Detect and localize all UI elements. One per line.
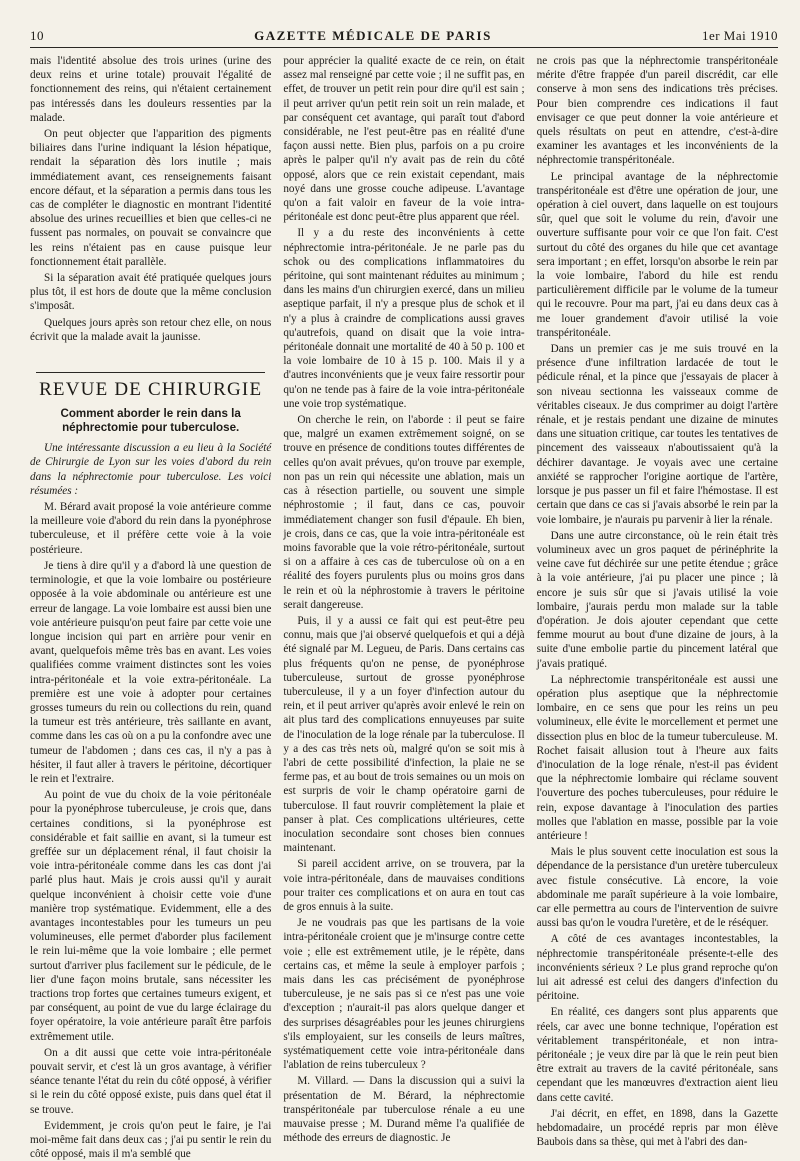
paragraph: Mais le plus souvent cette inoculation est sous la dépendance de la persistance d'un uretère tuberculeux avec fistule consécutive. Là encore, la voie abdominale me paraît supérieure à la voie lombaire, car elle permettra au cours de l'intervention de suivre aussi bas qu'on le voudra l'uretère, et de le réséquer. — [536, 846, 778, 930]
paragraph: Evidemment, je crois qu'on peut le faire, je l'ai moi-même fait dans deux cas ; j'ai pu sentir le rein du côté opposé, mais il m'a semblé que — [30, 1119, 272, 1161]
article-lead: Une intéressante discussion a eu lieu à la Société de Chirurgie de Lyon sur les voies d'abord du rein dans la néphrectomie pour tuberculose. Les voici résumées : — [30, 442, 272, 497]
paragraph: La néphrectomie transpéritonéale est aussi une opération plus aseptique que la néphrectomie lombaire, en ce sens que pour les reins un peu volumineux, elle évite le morcellement et permet une dissection plus en bloc de la tumeur tuberculeuse. M. Rochet faisait allusion tout à l'heure aux faits d'inoculation de la loge rénale, n'est-il pas évident que la néphrectomie lombaire qui réclame souvent l'ouverture des poches tuberculeuses, pour réduire le rein, expose davantage à l'inoculation des parties molles que l'ablation en masse, possible par la voie antérieure ! — [536, 673, 778, 842]
section-title: REVUE DE CHIRURGIE — [39, 379, 263, 401]
paragraph: J'ai décrit, en effet, en 1898, dans la Gazette hebdomadaire, un procédé repris par mon élève Baubois dans sa thèse, qui met à l'abri des dan- — [536, 1107, 778, 1149]
paragraph: Si la séparation avait été pratiquée quelques jours plus tôt, il est hors de doute que la même conclusion s'imposât. — [30, 272, 272, 313]
paragraph: En réalité, ces dangers sont plus apparents que réels, car avec une bonne technique, l'opération est véritablement transpéritonéale, et non intra-péritonéale ; je veux dire par là que le rein peut bien être extrait au travers de la cavité péritonéale, sans cependant que les manœuvres d'extraction aient lieu dans cette cavité. — [536, 1006, 778, 1104]
issue-date: 1er Mai 1910 — [701, 28, 778, 43]
paragraph: M. Villard. — Dans la discussion qui a suivi la présentation de M. Bérard, la néphrectomie transpéritonéale par tuberculose rénale a eu une mauvaise presse ; M. Durand même l'a qualifiée de méthode des erreurs de diagnostic. Je — [283, 1075, 525, 1145]
paragraph: M. Bérard avait proposé la voie antérieure comme la meilleure voie d'abord du rein dans la pyonéphrose tuberculeuse, et il préfère cette voie à la voie postérieure. — [30, 501, 272, 556]
paragraph: Au point de vue du choix de la voie péritonéale pour la pyonéphrose tuberculeuse, je crois que, dans certaines conditions, si la pyonéphrose est considérable et fait saillie en avant, si la tumeur est greffée sur un déplacement rénal, il faut choisir la voie intra-péritonéale comme dans les cas dont j'ai parlé plus haut. Mais je crois aussi qu'il y aurait quelque inconvénient à choisir cette voie d'une manière trop systématique. Evidemment, elle a des avantages incontestables pour les tumeurs un peu volumineuses, elle permet d'aborder plus facilement le rein lui-même que la voie lombaire ; elle permet surtout d'arriver plus facilement sur le pédicule, de le lier d'une façon moins brutale, sans nécessiter les tractions trop fortes que certaines tumeurs exigent, et par conséquent, au point de vue du large éclairage du foyer opératoire, la voie antérieure paraît être parfois extrêmement utile. — [30, 789, 272, 1043]
paragraph: On cherche le rein, on l'aborde : il peut se faire que, malgré un examen extrêmement soigné, on se trouve en présence de conditions toutes différentes de celles qu'on avait prévues, qu'on trouve par exemple, non pas un rein qui nécessite une ablation, mais un cas à résection partielle, ou souvent une simple néphrostomie ; il faut, dans ce cas, pouvoir immédiatement changer son fusil d'épaule. Eh bien, je crois, dans ce cas, que la voie intra-péritonéale est moins favorable que la voie rétro-péritonéale, surtout si on a affaire à ces cas de tuberculose où on a en réalité des foyers purulents plus ou moins gros dans le rein et où la néphrostomie à travers le péritoine serait dangereuse. — [283, 414, 525, 611]
paragraph: Je ne voudrais pas que les partisans de la voie intra-péritonéale croient que je m'insurge contre cette voie ; elle est extrêmement utile, je le répète, dans certains cas, et même la seule à employer parfois ; mais dans les cas précisément de pyonéphrose tuberculeuse, je ne sais pas si ce n'est pas une voie d'exception ; n'aurait-il pas alors quelque danger et des surprises désagréables pour les jeunes chirurgiens s'ils employaient, sur les conseils de leurs maîtres, systématiquement cette voie intra-péritonéale dans l'ablation de reins tuberculeux ? — [283, 917, 525, 1072]
section-divider — [36, 372, 265, 373]
paragraph: Je tiens à dire qu'il y a d'abord là une question de terminologie, et que la voie lombaire ou postérieure opposée à la voie abdominale ou antérieure est une erreur de langage. La voie lombaire est aussi bien une voie antérieure puisqu'on peut faire par cette voie une longue incision qui part en arrière pour venir en avant, quelquefois même très bas en avant. Les voies qualifiées comme vraiment distinctes sont les voies intra-péritonéale et la voie extra-péritonéale. La première est une voie à adopter pour certaines grosses tumeurs du rein ou collections du rein, quand la tumeur est très antérieure, très saillante en avant, comme dans les cas où on a pu la confondre avec une tumeur de l'abdomen ; dans ces cas, il n'y a pas à hésiter, il faut aller à travers le péritoine, décortiquer le rein et l'extraire. — [30, 559, 272, 785]
article-title: Comment aborder le rein dans la néphrectomie pour tuberculose. — [60, 407, 241, 435]
paragraph: Si pareil accident arrive, on se trouvera, par la voie intra-péritonéale, dans de mauvaises conditions pour traiter ces complications et on aura en tout cas de gros ennuis à la suite. — [283, 858, 525, 913]
paragraph: On peut objecter que l'apparition des pigments biliaires dans l'urine indiquant la lésion hépatique, rendait la séparation dès lors inutile ; mais immédiatement avant, ces renseignements faisant encore défaut, et la séparation a permis dans tous les cas de compléter le diagnostic en montrant l'identité absolue des urines recueillies et bien que celles-ci ne fussent pas normales, on pouvait se convaincre que les reins n'étaient pas en cause puisque leur fonctionnement était parallèle. — [30, 128, 272, 268]
paragraph: Dans une autre circonstance, où le rein était très volumineux avec un gros paquet de périnéphrite la veine cave fut déchirée sur une petite étendue ; grâce à la voie antérieure, j'ai pu placer une pince ; là encore je suis sûr que si j'avais utilisé la voie lombaire, j'aurais perdu mon malade sur la table d'opération. Je dois ajouter cependant que cette femme mourut au bout d'une dizaine de jours, à la suite d'une embolie partie du pincement latéral que j'avais pratiqué. — [536, 529, 778, 670]
paragraph: Dans un premier cas je me suis trouvé en la présence d'une infiltration lardacée de tout le pédicule rénal, et la pince que j'essayais de placer à son niveau sectionna les vaisseaux comme de véritables ciseaux. Je dus comprimer au doigt l'artère rénale, et je restais pendant une dizaine de minutes dans une situation critique, car toutes les tentatives de pincement des vaisseaux n'aboutissaient qu'à la déchirer davantage. Je voyais avec une certaine anxiété se rapprocher l'origine aortique de l'artère, lorsque je pus passer un fil et faire l'hémostase. Il est certain que dans ce cas si j'avais absorbé le rein par la voie lombaire, je n'aurais pu parvenir à lier la rénale. — [536, 343, 778, 526]
paragraph: Puis, il y a aussi ce fait qui est peut-être peu connu, mais que j'ai observé quelquefois et qui a déjà été signalé par M. Legueu, de Paris. Dans certains cas plus fréquents qu'on ne pense, de pyonéphrose tuberculeuse, surtout de grosse pyonéphrose tuberculeuse, il y a un foyer d'infection autour du rein, et il peut arriver qu'après avoir enlevé le rein on ait plus tard des complications ennuyeuses par suite de l'inoculation de la loge rénale par la tuberculose. Il y a des cas très nets où, malgré qu'on se soit mis à l'abri de cette possibilité d'infection, la plaie ne se ferme pas, et au bout de trois semaines ou un mois on est surpris de voir le champ opératoire garni de tuberculose. Il faut rouvrir complètement la plaie et panser à plat. Ces complications ultérieures, cette inoculation secondaire sont choses bien connues maintenant. — [283, 614, 525, 855]
text-columns — [30, 54, 778, 1161]
page-header — [30, 28, 778, 48]
paragraph: Quelques jours après son retour chez elle, on nous écrivit que la malade avait la jaunisse. — [30, 316, 272, 343]
paragraph: ne crois pas que la néphrectomie transpéritonéale mérite d'être frappée d'un pareil discrédit, car elle conserve à mon sens des indications très précises. Pour bien comprendre ces indications il faut envisager ce que peut donner la voie antérieure et quels résultats on peut en attendre, c'est-à-dire examiner les avantages et les inconvénients de la néphrectomie transpéritonéale. — [536, 55, 778, 167]
column-3 — [536, 54, 778, 1149]
paragraph: On a dit aussi que cette voie intra-péritonéale pouvait servir, et c'est là un gros avantage, à vérifier séance tenante l'état du rein du côté opposé, à vérifier si le rein du côté opposé existe, puis dans quel état il se trouve. — [30, 1046, 272, 1116]
paragraph: Il y a du reste des inconvénients à cette néphrectomie intra-péritonéale. Je ne parle pas du schok ou des complications inflammatoires du péritoine, qui sont maintenant réduites au minimum ; dans les mains d'un chirurgien exercé, dans un milieu aseptique parfait, il n'y a presque plus de schok et il n'y a plus à craindre de complications aussi graves qu'autrefois, quand on disait que la voie intra-péritonéale donnait une mortalité de 40 à 50 p. 100 et la voie lombaire de 10 à 15 p. 100. Mais il y a d'autres inconvénients que je veux faire ressortir pour qu'on ne tende pas à faire de la voie intra-péritonéale une voie trop systématique. — [283, 227, 525, 410]
column-2 — [283, 54, 525, 1145]
paragraph: Le principal avantage de la néphrectomie transpéritonéale est d'être une opération de jour, une opération à ciel ouvert, dans laquelle on est toujours sûr, quel que soit le volume du rein, d'avoir une ouverture suffisante pour voir ce que l'on fait. C'est surtout du côté des organes du hile que cet avantage sera important ; en effet, lorsqu'on absorbe le rein par la voie lombaire, l'abord du hile est rendu particulièrement difficile par le volume de la tumeur qui le recouvre. Pour ma part, j'ai eu dans deux cas à me louer grandement d'avoir utilisé la voie transpéritonéale. — [536, 170, 778, 339]
column-1 — [30, 54, 272, 1161]
paragraph: A côté de ces avantages incontestables, la néphrectomie transpéritonéale présente-t-elle des inconvénients sérieux ? Le plus grand reproche qu'on lui ait adressé est celui des dangers d'infection du péritoine. — [536, 933, 778, 1003]
page-number: 10 — [30, 28, 44, 43]
paragraph: pour apprécier la qualité exacte de ce rein, on était assez mal renseigné par cette voie ; il ne suffit pas, en effet, de trouver un petit rein pour dire qu'il est sain ; il peut arriver qu'un petit rein soit un rein malade, et par conséquent cet avantage, qui paraît tout d'abord considérable, ne l'est peut-être pas en réalité d'une façon aussi nette. Bien plus, parfois on a pu croire après le palper qu'il n'y avait pas de rein du côté opposé, alors que ce rein existait cependant, mais noyé dans une grosse couche adipeuse. L'avantage qu'on a fait valoir en faveur de la voie intra-péritonéale est donc peut-être plus apparent que réel. — [283, 55, 525, 224]
paragraph: mais l'identité absolue des trois urines (urine des deux reins et urine totale) prouvait l'égalité de fonctionnement des reins, qui n'étaient certainement pas intéressés dans les douleurs ressenties par la malade. — [30, 55, 272, 124]
journal-title: GAZETTE MÉDICALE DE PARIS — [254, 28, 492, 43]
